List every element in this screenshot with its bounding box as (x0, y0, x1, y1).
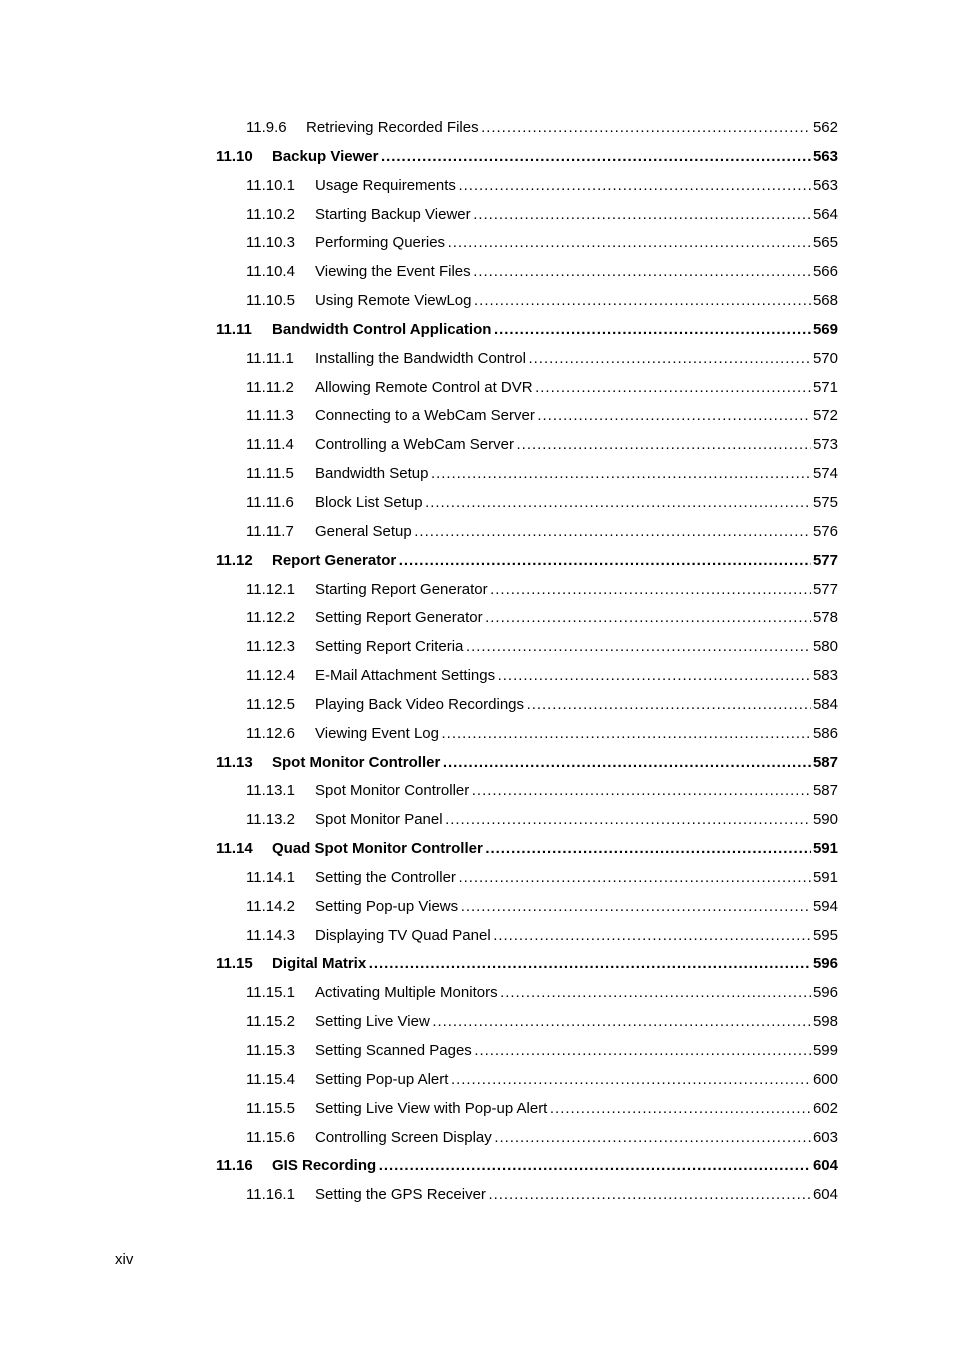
toc-subsection-entry[interactable] (0, 777, 954, 806)
toc-entry-title: Displaying TV Quad Panel . . . (315, 922, 837, 951)
toc-entry-title: E-Mail Attachment Settings . . . (315, 662, 837, 691)
toc-entry-page: 596 (811, 979, 838, 1008)
toc-section-entry[interactable] (0, 547, 954, 576)
toc-entry-number: 11.11.1 (246, 349, 294, 367)
toc-entry-number: 11.15 (216, 955, 253, 973)
toc-entry-title: Using Remote ViewLog . . . (315, 287, 837, 316)
toc-entry-number: 11.10.3 (246, 234, 295, 252)
page-number: xiv (115, 1251, 134, 1268)
toc-subsection-entry[interactable] (0, 172, 954, 201)
toc-entry-title: Setting Pop-up Alert . . . (315, 1066, 837, 1095)
toc-entry-page: 586 (811, 720, 838, 749)
toc-entry-title: Setting Scanned Pages . . . (315, 1037, 837, 1066)
toc-entry-number: 11.13.1 (246, 782, 295, 800)
toc-entry-number: 11.12.3 (246, 638, 295, 656)
toc-entry-page: 574 (811, 460, 838, 489)
toc-entry-page: 570 (811, 345, 838, 374)
toc-section-entry[interactable] (0, 143, 954, 172)
toc-entry-page: 575 (811, 489, 838, 518)
toc-entry-number: 11.13.2 (246, 811, 295, 829)
toc-entry-number: 11.12.5 (246, 695, 295, 713)
toc-entry-page: 583 (811, 662, 838, 691)
toc-entry-number: 11.15.3 (246, 1042, 295, 1059)
toc-subsection-entry[interactable] (0, 258, 954, 287)
toc-entry-title: Controlling a WebCam Server . . . (315, 431, 837, 460)
toc-subsection-entry[interactable] (0, 922, 954, 951)
toc-entry-title: Viewing Event Log . . . (315, 720, 837, 749)
toc-subsection-entry[interactable] (0, 633, 954, 662)
toc-entry-title: Bandwidth Setup . . . (315, 460, 837, 489)
toc-entry-page: 577 (811, 547, 838, 576)
toc-entry-number: 11.11.7 (246, 522, 294, 540)
toc-entry-title: Spot Monitor Panel . . . (315, 806, 837, 835)
toc-subsection-entry[interactable] (0, 460, 954, 489)
toc-subsection-entry[interactable] (0, 229, 954, 258)
toc-entry-title: Report Generator . . . (272, 547, 837, 576)
toc-entry-title: GIS Recording . . . (272, 1152, 837, 1181)
toc-entry-page: 599 (811, 1037, 838, 1066)
toc-entry-title: Starting Report Generator . . . (315, 576, 837, 605)
toc-entry-number: 11.15.5 (246, 1099, 295, 1117)
toc-entry-title: Setting the GPS Receiver . . . (315, 1181, 837, 1210)
toc-entry-number: 11.13 (216, 753, 253, 771)
toc-entry-page: 594 (811, 893, 838, 922)
toc-entry-title: Installing the Bandwidth Control . . . (315, 345, 837, 374)
toc-entry-page: 604 (811, 1152, 838, 1181)
toc-entry-page: 596 (811, 950, 838, 979)
toc-entry-title: Spot Monitor Controller . . . (272, 749, 837, 778)
toc-entry-title: Setting Report Criteria . . . (315, 633, 837, 662)
toc-entry-number: 11.10.2 (246, 205, 295, 223)
toc-subsection-entry[interactable] (0, 518, 954, 547)
toc-subsection-entry[interactable] (0, 864, 954, 893)
toc-entry-number: 11.15.4 (246, 1070, 295, 1088)
toc-entry-number: 11.10.4 (246, 263, 295, 281)
toc-entry-title: Usage Requirements . . . (315, 172, 837, 201)
toc-entry-page: 564 (811, 201, 838, 230)
toc-entry-page: 580 (811, 633, 838, 662)
toc-entry-title: Starting Backup Viewer . . . (315, 201, 837, 230)
toc-entry-number: 11.12.4 (246, 667, 295, 685)
toc-subsection-entry[interactable] (0, 489, 954, 518)
toc-subsection-entry[interactable] (0, 287, 954, 316)
toc-subsection-entry[interactable] (0, 1037, 954, 1066)
toc-subsection-entry[interactable] (0, 114, 954, 143)
toc-entry-number: 11.11.5 (246, 465, 294, 483)
toc-subsection-entry[interactable] (0, 604, 954, 633)
toc-entry-title: Setting Pop-up Views . . . (315, 893, 837, 922)
toc-entry-title: Setting Live View with Pop-up Alert . . . (315, 1095, 837, 1124)
toc-entry-page: 562 (811, 114, 838, 143)
toc-entry-number: 11.15.2 (246, 1013, 295, 1031)
toc-entry-title: Playing Back Video Recordings . . . (315, 691, 837, 720)
toc-subsection-entry[interactable] (0, 431, 954, 460)
toc-subsection-entry[interactable] (0, 345, 954, 374)
toc-entry-number: 11.16.1 (246, 1186, 295, 1204)
toc-entry-title: Backup Viewer . . . (272, 143, 837, 172)
toc-entry-page: 566 (811, 258, 838, 287)
toc-entry-page: 576 (811, 518, 838, 547)
toc-entry-number: 11.15.6 (246, 1128, 295, 1146)
toc-entry-title: Spot Monitor Controller . . . (315, 777, 837, 806)
toc-entry-number: 11.15.1 (246, 984, 295, 1002)
toc-entry-page: 603 (811, 1124, 838, 1153)
toc-entry-page: 587 (811, 777, 838, 806)
toc-entry-number: 11.10.1 (246, 176, 295, 194)
toc-entry-number: 11.14.2 (246, 897, 295, 915)
toc-entry-number: 11.16 (216, 1157, 253, 1175)
toc-entry-title: Setting the Controller . . . (315, 864, 837, 893)
toc-entry-number: 11.14.3 (246, 926, 295, 944)
toc-entry-number: 11.12 (216, 551, 253, 569)
toc-entry-number: 11.11.6 (246, 493, 294, 511)
toc-entry-page: 568 (811, 287, 838, 316)
toc-entry-page: 578 (811, 604, 838, 633)
toc-entry-number: 11.12.2 (246, 609, 295, 627)
toc-entry-number: 11.10 (216, 147, 253, 165)
toc-entry-page: 563 (811, 172, 838, 201)
toc-section-entry[interactable] (0, 950, 954, 979)
toc-entry-title: Bandwidth Control Application . . . (272, 316, 837, 345)
toc-entry-page: 571 (811, 374, 838, 403)
toc-entry-page: 569 (811, 316, 838, 345)
toc-subsection-entry[interactable] (0, 402, 954, 431)
toc-entry-number: 11.14.1 (246, 868, 295, 886)
toc-entry-title: Connecting to a WebCam Server . . . (315, 402, 837, 431)
toc-entry-number: 11.12.6 (246, 724, 295, 742)
toc-subsection-entry[interactable] (0, 1066, 954, 1095)
toc-entry-page: 590 (811, 806, 838, 835)
toc-subsection-entry[interactable] (0, 1008, 954, 1037)
toc-entry-title: Quad Spot Monitor Controller . . . (272, 835, 837, 864)
toc-entry-title: Performing Queries . . . (315, 229, 837, 258)
toc-entry-title: Activating Multiple Monitors . . . (315, 979, 837, 1008)
toc-entry-page: 604 (811, 1181, 838, 1210)
toc-entry-number: 11.12.1 (246, 580, 295, 598)
toc-entry-page: 591 (811, 864, 838, 893)
toc-subsection-entry[interactable] (0, 576, 954, 605)
toc-entry-title: Digital Matrix . . . (272, 950, 837, 979)
toc-section-entry[interactable] (0, 749, 954, 778)
toc-entry-page: 595 (811, 922, 838, 951)
toc-entry-page: 598 (811, 1008, 838, 1037)
toc-subsection-entry[interactable] (0, 691, 954, 720)
toc-entry-number: 11.14 (216, 840, 253, 858)
toc-subsection-entry[interactable] (0, 893, 954, 922)
toc-subsection-entry[interactable] (0, 720, 954, 749)
toc-entry-title: General Setup . . . (315, 518, 837, 547)
toc-entry-number: 11.10.5 (246, 292, 295, 310)
toc-section-entry[interactable] (0, 1152, 954, 1181)
toc-entry-page: 600 (811, 1066, 838, 1095)
toc-entry-title: Retrieving Recorded Files . . . (306, 114, 837, 143)
toc-entry-title: Setting Live View . . . (315, 1008, 837, 1037)
toc-entry-page: 577 (811, 576, 838, 605)
toc-entry-number: 11.11 (216, 320, 252, 338)
toc-subsection-entry[interactable] (0, 1124, 954, 1153)
toc-section-entry[interactable] (0, 835, 954, 864)
toc-entry-title: Setting Report Generator . . . (315, 604, 837, 633)
toc-entry-page: 591 (811, 835, 838, 864)
toc-entry-number: 11.11.4 (246, 436, 294, 454)
toc-entry-page: 584 (811, 691, 838, 720)
toc-subsection-entry[interactable] (0, 1095, 954, 1124)
toc-entry-page: 565 (811, 229, 838, 258)
toc-entry-page: 563 (811, 143, 838, 172)
toc-entry-page: 572 (811, 402, 838, 431)
toc-section-entry[interactable] (0, 316, 954, 345)
toc-entry-title: Block List Setup . . . (315, 489, 837, 518)
toc-subsection-entry[interactable] (0, 1181, 954, 1210)
toc-entry-page: 573 (811, 431, 838, 460)
toc-subsection-entry[interactable] (0, 662, 954, 691)
toc-entry-title: Viewing the Event Files . . . (315, 258, 837, 287)
toc-subsection-entry[interactable] (0, 374, 954, 403)
toc-entry-number: 11.11.3 (246, 407, 294, 425)
toc-subsection-entry[interactable] (0, 201, 954, 230)
toc-entry-title: Controlling Screen Display . . . (315, 1124, 837, 1153)
toc-entry-page: 587 (811, 749, 838, 778)
toc-subsection-entry[interactable] (0, 979, 954, 1008)
toc-entry-number: 11.9.6 (246, 119, 287, 136)
toc-entry-page: 602 (811, 1095, 838, 1124)
toc-entry-title: Allowing Remote Control at DVR . . . (315, 374, 837, 403)
toc-entry-number: 11.11.2 (246, 378, 294, 396)
toc-subsection-entry[interactable] (0, 806, 954, 835)
table-of-contents (0, 114, 954, 1210)
